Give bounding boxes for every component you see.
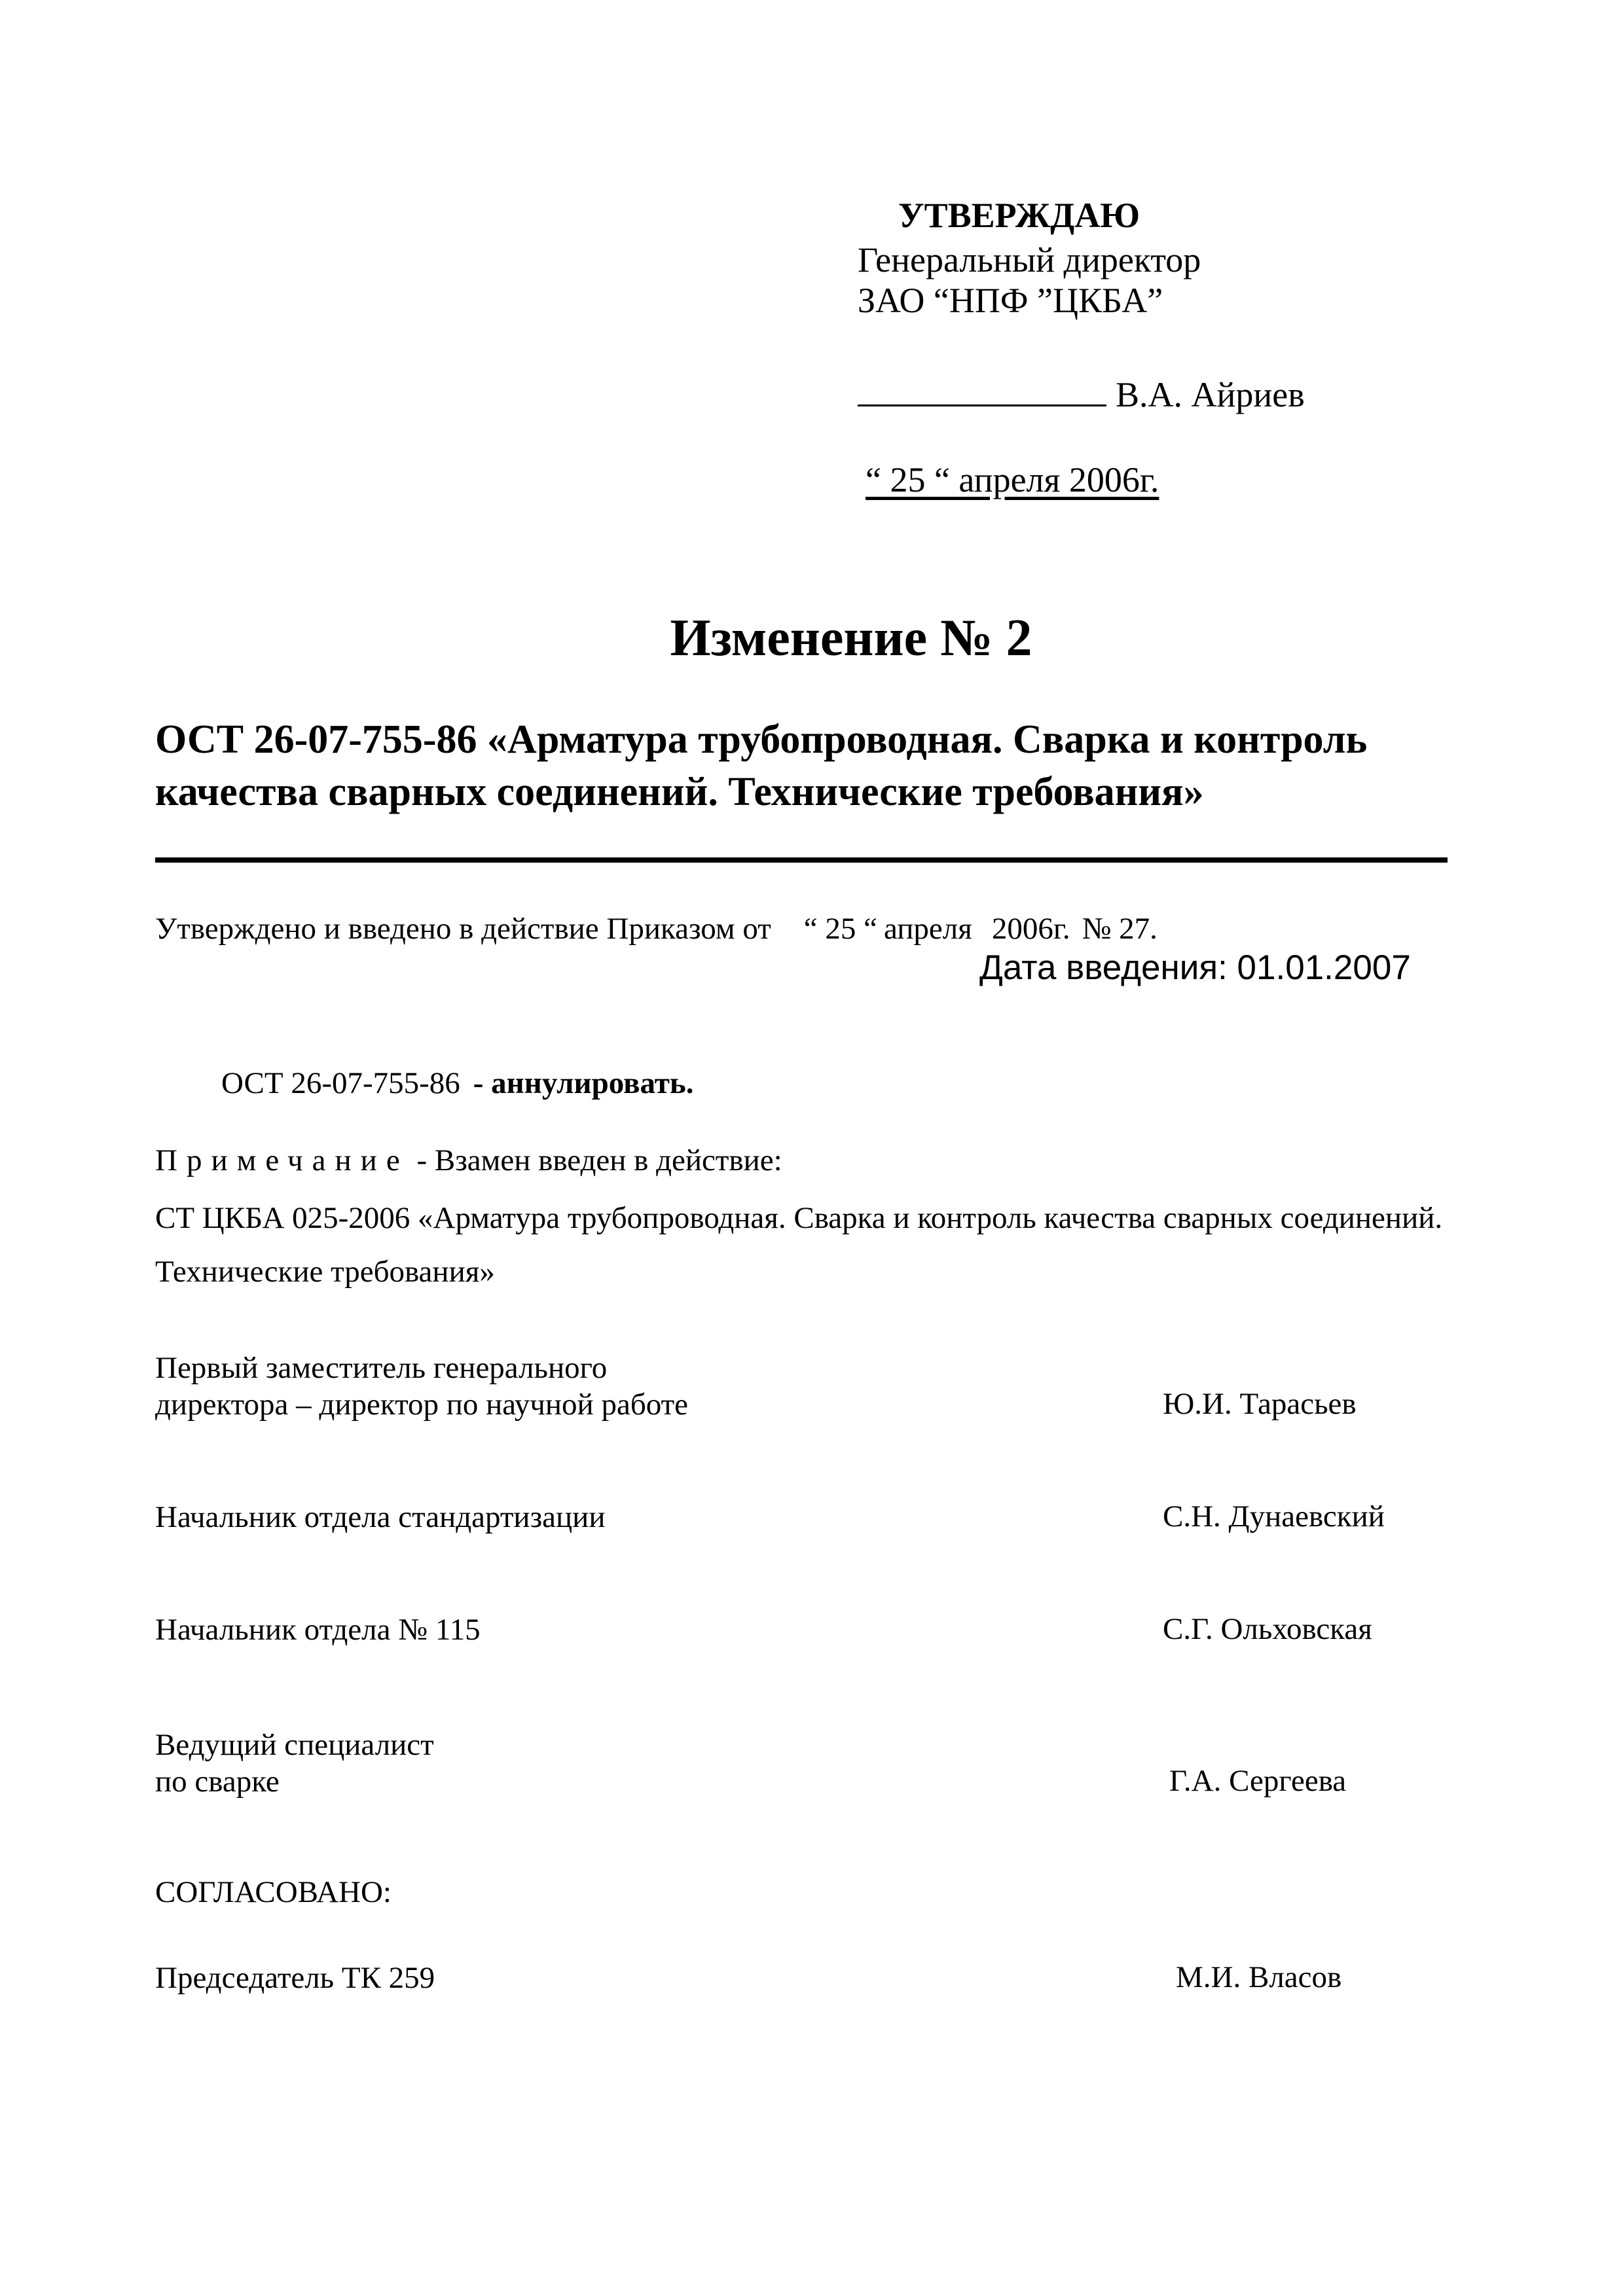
signature-blank <box>858 370 1106 406</box>
approval-heading: УТВЕРЖДАЮ <box>898 196 1140 235</box>
cancelled-standard: ОСТ 26-07-755-86 <box>221 1066 460 1100</box>
signature-name-2: С.Н. Дунаевский <box>1163 1499 1385 1534</box>
order-day: “ 25 “ <box>803 912 878 946</box>
approval-signature-line <box>858 370 1305 415</box>
signature-role-4-line-2: по сварке <box>155 1765 280 1799</box>
signature-role-3: Начальник отдела № 115 <box>155 1613 481 1647</box>
document-subject <box>155 713 1530 818</box>
order-date <box>797 911 1158 946</box>
signature-name-3: С.Г. Ольховская <box>1163 1612 1372 1646</box>
agreement-role: Председатель ТК 259 <box>155 1961 435 1995</box>
agreement-heading: СОГЛАСОВАНО: <box>155 1875 392 1909</box>
signature-role-1-line-2: директора – директор по научной работе <box>155 1388 689 1422</box>
cancellation-statement <box>221 1066 693 1101</box>
signature-role-4 <box>155 1727 434 1800</box>
note-text: - Взамен введен в действие: <box>416 1143 782 1177</box>
approval-signatory: В.А. Айриев <box>1116 375 1305 414</box>
document-subject-line-2: качества сварных соединений. Технические требования» <box>155 770 1204 814</box>
agreement-name: М.И. Власов <box>1176 1960 1342 1994</box>
signature-role-4-line-1: Ведущий специалист <box>155 1728 434 1762</box>
note <box>155 1143 782 1178</box>
signature-name-4: Г.А. Сергеева <box>1169 1764 1347 1798</box>
order-number: № 27. <box>1082 912 1158 946</box>
order-text: Утверждено и введено в действие Приказом от <box>155 912 771 946</box>
signature-role-2: Начальник отдела стандартизации <box>155 1500 606 1534</box>
approval-date: “ 25 “ апреля 2006г. <box>866 460 1159 499</box>
signature-role-1-line-1: Первый заместитель генерального <box>155 1351 608 1385</box>
approval-position: Генеральный директор <box>858 240 1201 279</box>
signature-name-1: Ю.И. Тарасьев <box>1163 1387 1357 1421</box>
replacement-standard-line-2: Технические требования» <box>155 1255 495 1289</box>
approval-company: ЗАО “НПФ ”ЦКБА” <box>858 281 1163 320</box>
effective-date: Дата введения: 01.01.2007 <box>979 948 1411 987</box>
order-statement <box>155 911 1158 946</box>
signature-role-1 <box>155 1350 688 1423</box>
order-year: 2006г. <box>991 912 1070 946</box>
title-divider <box>155 857 1448 863</box>
document-title: Изменение № 2 <box>670 609 1032 667</box>
order-month: апреля <box>884 912 972 946</box>
replacement-standard-line-1: СТ ЦКБА 025-2006 «Арматура трубопроводная. Сварка и контроль качества сварных соединений. <box>155 1201 1443 1235</box>
note-label: Примечание <box>155 1143 409 1177</box>
document-subject-line-1: ОСТ 26-07-755-86 «Арматура трубопроводная. Сварка и контроль <box>155 717 1368 762</box>
cancellation-action: - аннулировать. <box>473 1066 694 1100</box>
